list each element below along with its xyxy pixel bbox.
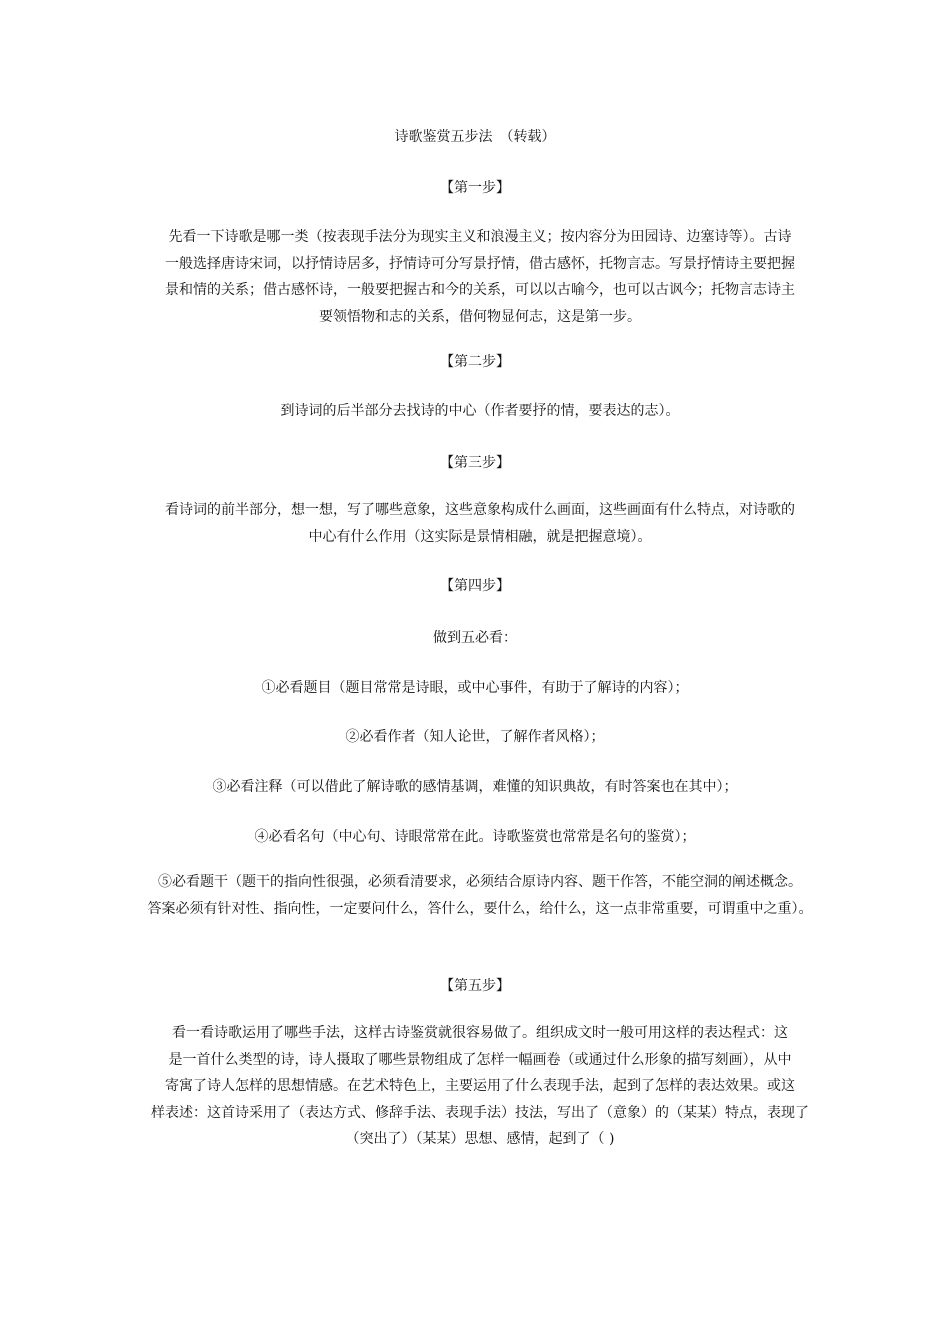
step-5-line: 看一看诗歌运用了哪些手法，这样古诗鉴赏就很容易做了。组织成文时一般可用这样的表达程式：这 (172, 1025, 788, 1041)
step-3-heading: 【第三步】 (440, 455, 510, 471)
step-5-line: （突出了）（某某）思想、感情，起到了（ ) (345, 1131, 615, 1147)
step-5-line: 寄寓了诗人怎样的思想情感。在艺术特色上，主要运用了什么表现手法，起到了怎样的表达效果。或这 (165, 1078, 795, 1094)
must-see-item-2: ②必看作者（知人论世，了解作者风格）； (345, 729, 605, 745)
step-5-line: 是一首什么类型的诗，诗人摄取了哪些景物组成了怎样一幅画卷（或通过什么形象的描写刻画），从中 (168, 1051, 792, 1068)
step-1-heading: 【第一步】 (440, 180, 510, 196)
step-4-heading: 【第四步】 (440, 578, 510, 594)
step-5-heading: 【第五步】 (440, 978, 510, 994)
step-3-paragraph (140, 497, 820, 550)
must-see-item-5-line: 答案必须有针对性、指向性，一定要问什么，答什么，要什么，给什么，这一点非常重要，可谓重中之重）。 (147, 900, 813, 917)
must-see-item-5-line: ⑤必看题干（题干的指向性很强，必须看清要求，必须结合原诗内容、题干作答，不能空洞的阐述概念。 (158, 874, 802, 890)
must-see-item-5 (140, 869, 820, 922)
step-2-line: 到诗词的后半部分去找诗的中心（作者要抒的情，要表达的志）。 (280, 403, 680, 419)
step-4-intro: 做到五必看： (433, 630, 517, 646)
step-1-line: 景和情的关系；借古感怀诗，一般要把握古和今的关系，可以以古喻今，也可以古讽今；托物言志诗主 (165, 282, 795, 298)
step-3-line: 看诗词的前半部分，想一想，写了哪些意象，这些意象构成什么画面，这些画面有什么特点，对诗歌的 (165, 502, 795, 518)
must-see-item-3: ③必看注释（可以借此了解诗歌的感情基调，难懂的知识典故，有时答案也在其中）； (212, 779, 738, 795)
step-1-paragraph (140, 224, 820, 330)
step-5-paragraph (140, 1020, 820, 1153)
must-see-item-4: ④必看名句（中心句、诗眼常常在此。诗歌鉴赏也常常是名句的鉴赏）； (254, 829, 696, 845)
step-1-line: 要领悟物和志的关系，借何物显何志，这是第一步。 (319, 308, 641, 325)
page-title: 诗歌鉴赏五步法 （转载） (394, 129, 556, 145)
step-1-line: 一般选择唐诗宋词，以抒情诗居多，抒情诗可分写景抒情，借古感怀，托物言志。写景抒情诗主要把握 (165, 255, 795, 272)
step-2-heading: 【第二步】 (440, 354, 510, 370)
step-3-line: 中心有什么作用（这实际是景情相融，就是把握意境）。 (308, 528, 652, 545)
step-2-paragraph (140, 398, 820, 425)
step-1-line: 先看一下诗歌是哪一类（按表现手法分为现实主义和浪漫主义；按内容分为田园诗、边塞诗等）。古诗 (168, 229, 792, 245)
must-see-item-1: ①必看题目（题目常常是诗眼，或中心事件，有助于了解诗的内容）； (261, 680, 689, 696)
step-5-line: 样表述：这首诗采用了（表达方式、修辞手法、表现手法）技法，写出了（意象）的（某某）特点，表现了 (151, 1104, 809, 1121)
